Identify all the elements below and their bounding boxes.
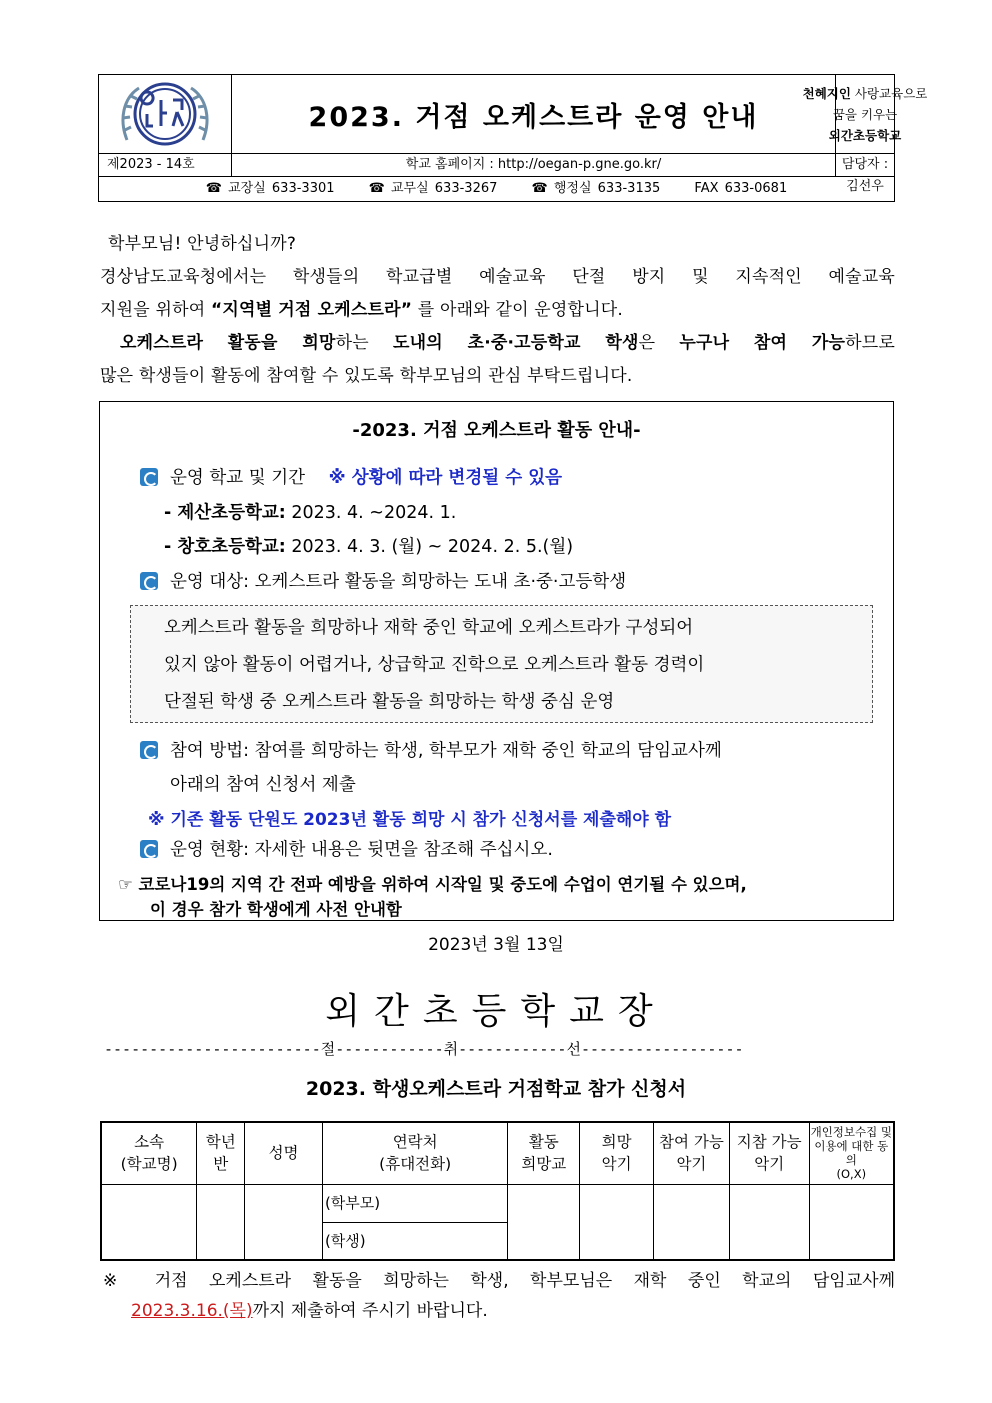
header-available-instrument [654, 1122, 730, 1184]
guide-item-method [140, 737, 722, 762]
phone-admin: ☎ 행정실 633-3135 [531, 181, 661, 196]
school-1-period: 2023. 4. ~2024. 1. [291, 503, 457, 523]
header-text: 성명 [268, 1144, 299, 1163]
header-phone-row [99, 177, 894, 201]
intro-line-3-a: 지원을 위하여 [100, 300, 211, 320]
grade-class-cell[interactable] [197, 1184, 245, 1260]
school-1 [164, 499, 456, 524]
header-affiliation [101, 1122, 197, 1184]
header-text: (O,X) [836, 1167, 867, 1182]
application-form-table [100, 1121, 895, 1261]
bullet-icon [140, 572, 158, 590]
preferred-instrument-cell[interactable] [580, 1184, 654, 1260]
school-homepage: 학교 홈페이지 : http://oegan-p.gne.go.kr/ [232, 154, 836, 177]
header-text: (휴대전화) [379, 1155, 452, 1174]
school-1-name: - 제산초등학교: [164, 503, 286, 523]
header-text: (학교명) [120, 1155, 178, 1174]
greeting: 학부모님! 안녕하십니까? [108, 234, 297, 254]
covid-notice-line-1: ☞ 코로나19의 지역 간 전파 예방을 위하여 시작일 및 중도에 수업이 연기될 수 있으며, [118, 875, 747, 894]
document-title-cell [232, 75, 836, 154]
guide-item-status-text: 운영 현황: 자세한 내용은 뒷면을 참조해 주십시오. [170, 840, 553, 860]
phone-principal: ☎ 교장실 633-3301 [205, 181, 335, 196]
guide-item-target [140, 568, 626, 593]
intro-text-2: 은 [638, 333, 680, 353]
intro-bold-3: 누구나 참여 가능 [679, 333, 846, 353]
header-text: 반 [213, 1155, 229, 1174]
header-text: 소속 [134, 1133, 165, 1152]
manager-name: 담당자 : 김선우 [841, 157, 889, 194]
table-row [101, 1184, 894, 1222]
motto-line-3: 외간초등학교 [828, 128, 902, 143]
application-form-title: 2023. 학생오케스트라 거점학교 참가 신청서 [305, 1078, 687, 1100]
submission-notice-line-1: ※ 거점 오케스트라 활동을 희망하는 학생, 학부모님은 재학 중인 학교의 담임교사께 [103, 1271, 895, 1291]
issue-date: 2023년 3월 13일 [428, 935, 564, 955]
change-notice: ※ 상황에 따라 변경될 수 있음 [328, 468, 563, 488]
name-cell[interactable] [245, 1184, 323, 1260]
header-text: 악기 [754, 1155, 785, 1174]
fax-number: FAX 633-0681 [694, 181, 788, 196]
header-top-row [99, 75, 928, 154]
header-privacy-consent [809, 1122, 894, 1184]
header-bring-instrument [729, 1122, 809, 1184]
guide-item-method-line-1: 참여 방법: 참여를 희망하는 학생, 학부모가 재학 중인 학교의 담임교사께 [170, 741, 722, 761]
header-name [245, 1122, 323, 1184]
header-contact [322, 1122, 507, 1184]
submission-notice-rest: 까지 제출하여 주시기 바랍니다. [252, 1301, 488, 1321]
motto-line-2: 꿈을 키우는 [832, 107, 898, 122]
header-text: 이용에 대한 동의 [814, 1139, 889, 1168]
table-header-row [101, 1122, 894, 1184]
guide-item-schools-label: 운영 학교 및 기간 [170, 468, 306, 488]
header-text: 지참 가능 [736, 1133, 802, 1152]
guide-title: -2023. 거점 오케스트라 활동 안내- [352, 420, 641, 441]
header-text: 개인정보수집 및 [810, 1125, 893, 1140]
affiliation-cell[interactable] [101, 1184, 197, 1260]
preferred-school-cell[interactable] [508, 1184, 580, 1260]
motto-keyword: 천혜지인 [802, 86, 851, 101]
school-emblem-icon [117, 80, 213, 150]
covid-notice-line-2: 이 경우 참가 학생에게 사전 안내함 [150, 900, 402, 919]
intro-text-3: 하므로 [845, 333, 895, 353]
available-instrument-cell[interactable] [654, 1184, 730, 1260]
intro-line-2: 경상남도교육청에서는 학생들의 학교급별 예술교육 단절 방지 및 지속적인 예술교육 [100, 267, 895, 287]
bullet-icon [140, 468, 158, 486]
header-text: 악기 [676, 1155, 707, 1174]
school-2-name: - 창호초등학교: [164, 537, 286, 557]
bring-instrument-cell[interactable] [729, 1184, 809, 1260]
motto-line-1-rest: 사랑교육으로 [850, 86, 928, 101]
submission-notice-line-2 [103, 1296, 895, 1326]
motto-line-1 [803, 83, 928, 104]
intro-bold-1: 오케스트라 활동을 희망 [120, 333, 336, 353]
intro-bold-2: 도내의 초·중·고등학교 학생 [393, 333, 639, 353]
existing-member-notice: ※ 기존 활동 단원도 2023년 활동 희망 시 참가 신청서를 제출해야 함 [148, 810, 672, 830]
header-grade-class [197, 1122, 245, 1184]
intro-text-1: 하는 [335, 333, 394, 353]
header-text: 희망교 [521, 1155, 567, 1174]
target-detail-line-2: 있지 않아 활동이 어렵거나, 상급학교 진학으로 오케스트라 활동 경력이 [164, 655, 705, 675]
submission-notice [103, 1266, 895, 1326]
header-text: 희망 [601, 1133, 632, 1152]
intro-line-3-b: 를 아래와 같이 운영합니다. [417, 300, 624, 320]
target-detail-line-1: 오케스트라 활동을 희망하나 재학 중인 학교에 오케스트라가 구성되어 [164, 618, 694, 638]
phone-teachers: ☎ 교무실 633-3267 [368, 181, 498, 196]
header-preferred-school [508, 1122, 580, 1184]
header-preferred-instrument [580, 1122, 654, 1184]
guide-item-schools [140, 464, 562, 489]
privacy-consent-cell[interactable] [809, 1184, 894, 1260]
program-name: “지역별 거점 오케스트라” [210, 300, 413, 320]
submission-deadline: 2023.3.16.(목) [131, 1301, 253, 1321]
target-detail-box [130, 605, 873, 723]
bullet-icon [140, 741, 158, 759]
guide-item-target-text: 운영 대상: 오케스트라 활동을 희망하는 도내 초·중·고등학생 [170, 572, 627, 592]
parent-contact-cell[interactable] [322, 1184, 507, 1222]
student-contact-cell[interactable] [322, 1222, 507, 1260]
issue-number: 제2023 - 14호 [99, 154, 232, 177]
document-header [98, 74, 928, 202]
school-2-period: 2023. 4. 3. (월) ~ 2024. 2. 5.(월) [291, 537, 574, 557]
header-text: 연락처 [392, 1133, 438, 1152]
school-motto [802, 75, 928, 154]
guide-item-method-line-2: 아래의 참여 신청서 제출 [170, 775, 356, 795]
parent-contact-label: (학부모) [324, 1194, 381, 1212]
intro-line-4 [100, 327, 895, 360]
student-contact-label: (학생) [324, 1231, 366, 1250]
target-detail-line-3: 단절된 학생 중 오케스트라 활동을 희망하는 학생 중심 운영 [164, 692, 615, 712]
intro-line-5: 많은 학생들이 활동에 참여할 수 있도록 학부모님의 관심 부탁드립니다. [100, 366, 633, 386]
header-text: 학년 [205, 1133, 236, 1152]
school-2 [164, 533, 573, 558]
bullet-icon [140, 840, 158, 858]
guide-item-status [140, 836, 553, 861]
activity-guide-box [99, 401, 894, 921]
principal-signature: 외간초등학교장 [325, 991, 667, 1032]
document-title: 2023. 거점 오케스트라 운영 안내 [308, 102, 759, 133]
header-text: 활동 [528, 1133, 559, 1152]
school-logo [99, 75, 232, 154]
cut-line: ------------------------절------------취------------선------------------ [104, 1040, 744, 1058]
intro-line-3 [100, 294, 895, 327]
header-text: 악기 [601, 1155, 632, 1174]
header-text: 참여 가능 [659, 1133, 724, 1152]
